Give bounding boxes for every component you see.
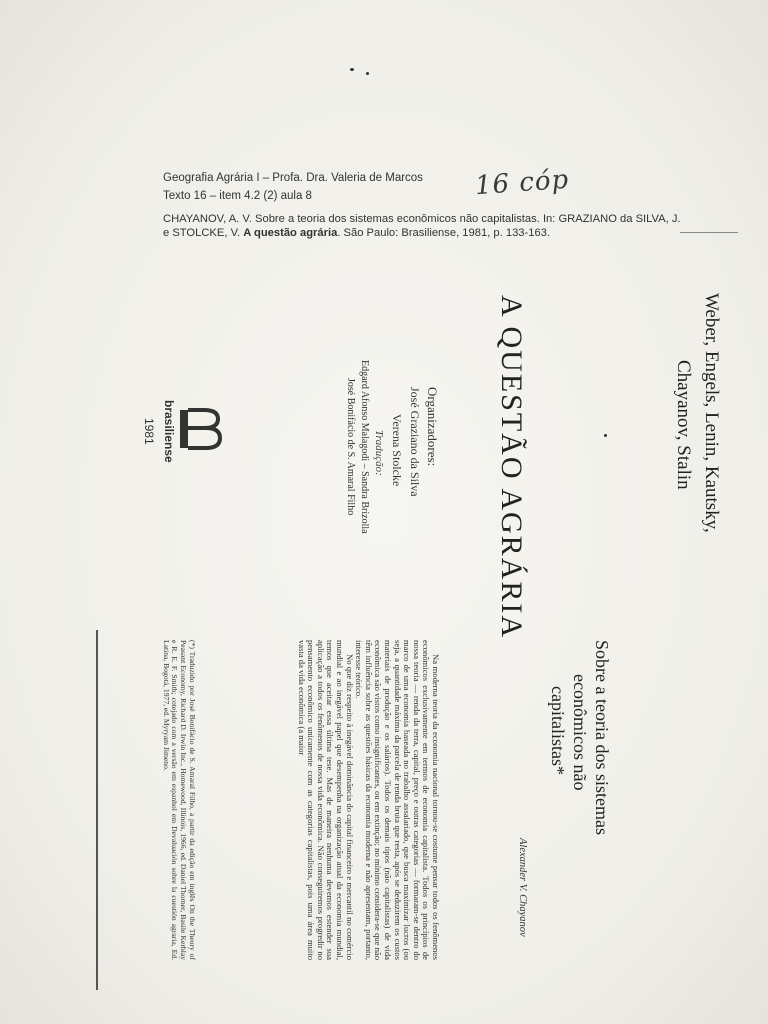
publisher-logo-icon — [178, 408, 222, 450]
organizer-name: Verena Stolcke — [390, 414, 404, 487]
scan-mark — [680, 232, 738, 233]
article-paragraph: No que diz respeito à inegável dominância do capital financeiro e mercantil no comércio mundial e ao inegável papel que desempenha na organização atual da economia mundial, temos que aceitar essa última tese. Mas de maneira nenhuma devemos estender sua aplicação a todos os fenômenos de nossa vida econômica. Não conseguiremos progredir no pensamento econômico unicamente com as categorias capitalistas, pois uma área muito vasta da vida econômica (a maior — [296, 640, 355, 960]
article-footnote: (*) Traduzido por José Bonifácio de S. Amaral Filho, a partir da edição em inglês On the Theory of Peasant Economy, Richard D. Irwin Inc., Homewood, Illinois, 1966, ed. Daniel Thorner, Basile Kerblay e R. E. F. Smith; cotejado com a versão em espanhol em Devaluación sobre la cuestión agraria, Ed. Latina, Bogotá, 1977, ed. Myryam Jimeno. — [161, 640, 197, 960]
article-title-line3: capitalistas* — [548, 686, 568, 775]
handwritten-note: 16 cóp — [474, 164, 571, 202]
course-line: Geografia Agrária I – Profa. Dra. Valeria de Marcos — [163, 172, 423, 184]
article-author: Alexander V. Chayanov — [517, 838, 528, 937]
article-title-line1: Sobre a teoria dos sistemas — [592, 640, 612, 835]
translator-names: Edgard Afonso Malagodi – Sandra Brizolla — [359, 360, 370, 534]
text-item-line: Texto 16 – item 4.2 (2) aula 8 — [163, 190, 312, 202]
publisher-name: brasiliense — [162, 400, 176, 463]
organizer-name: José Graziano da Silva — [408, 387, 422, 497]
article-paragraph: Na moderna teoria da economia nacional tornou-se costume pensar todos os fenômenos econômicos exclusivamente em termos de economia capitalista. Todos os princípios de nossa teoria — renda da terra, capital, preço e outras categorias — formaram-se dentro do marco de uma economia baseada no trabalho assalariado, que busca maximizar lucros (ou seja, a quantidade máxima da parcela de renda bruta que resta, após se deduzirem os custos materiais de produção e os salários). Todos os demais tipos (não capitalistas) de vida econômica são vistos como insignificantes, ou em extinção; no mínimo considera-se que não têm influência sobre as questões básicas da economia moderna e não apresentam, portanto, interesse teórico. — [354, 640, 441, 960]
book-authors-line2: Chayanov, Stalin — [673, 360, 694, 490]
organizers-heading: Organizadores: — [425, 387, 440, 467]
scan-edge-line — [96, 630, 98, 990]
citation-prefix: CHAYANOV, A. V. Sobre a teoria dos sistemas econômicos não capitalistas. In: GRAZIANO da SILVA, J. e STOLCKE, V. — [163, 213, 681, 239]
book-title: A QUESTÃO AGRÁRIA — [495, 295, 528, 640]
citation-book-title: A questão agrária — [243, 227, 338, 239]
book-authors-line1: Weber, Engels, Lenin, Kautsky, — [701, 293, 722, 533]
scan-speck — [366, 72, 369, 75]
translator-names: José Bonifácio de S. Amaral Filho — [345, 378, 356, 516]
article-body — [296, 640, 440, 960]
citation — [163, 212, 688, 240]
scan-speck — [350, 68, 354, 71]
citation-suffix: . São Paulo: Brasiliense, 1981, p. 133-163. — [337, 227, 551, 239]
translation-heading: Tradução: — [373, 430, 385, 476]
article-title-line2: econômicos não — [570, 674, 590, 791]
scan-speck — [604, 434, 607, 437]
publication-year: 1981 — [142, 418, 156, 445]
